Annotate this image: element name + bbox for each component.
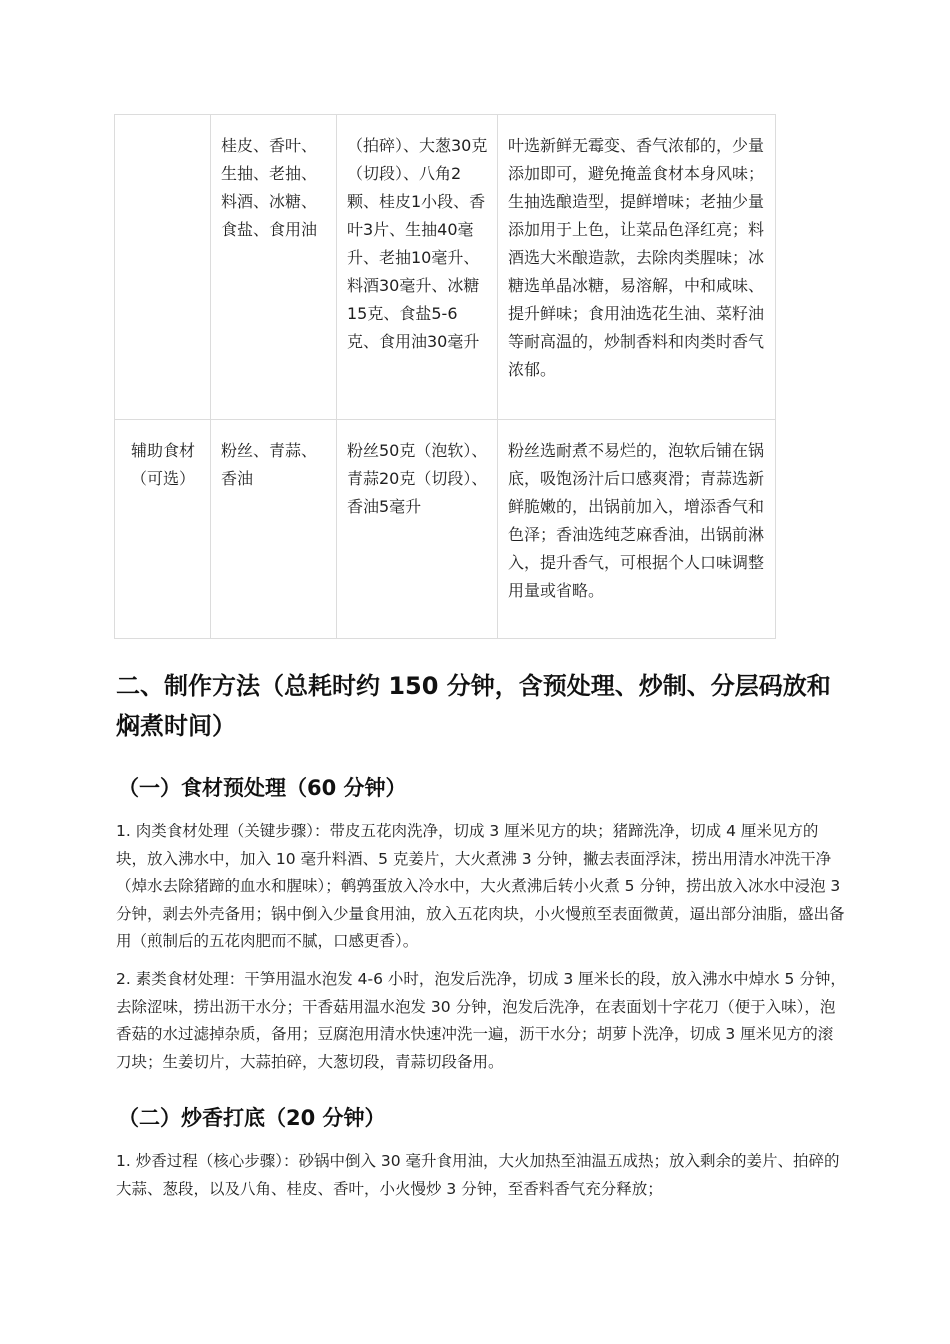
table-row xyxy=(115,420,776,639)
table-row xyxy=(115,115,776,420)
amount-cell: （拍碎）、大葱30克（切段）、八角2颗、桂皮1小段、香叶3片、生抽40毫升、老抽10毫升、料酒30毫升、冰糖15克、食盐5-6克、食用油30毫升 xyxy=(337,115,498,420)
amount-cell: 粉丝50克（泡软）、青蒜20克（切段）、香油5毫升 xyxy=(337,420,498,639)
category-cell: 辅助食材（可选） xyxy=(115,420,211,639)
subsection-heading-stir-fry: （二）炒香打底（20 分钟） xyxy=(118,1106,386,1130)
notes-cell: 粉丝选耐煮不易烂的，泡软后铺在锅底，吸饱汤汁后口感爽滑；青蒜选新鲜脆嫩的，出锅前加入，增添香气和色泽；香油选纯芝麻香油，出锅前淋入，提升香气，可根据个人口味调整用量或省略。 xyxy=(498,420,776,639)
section-heading: 二、制作方法（总耗时约 150 分钟，含预处理、炒制、分层码放和焖煮时间） xyxy=(116,672,831,740)
paragraph-vegetable-processing: 2. 素类食材处理：干笋用温水泡发 4-6 小时，泡发后洗净，切成 3 厘米长的段，放入沸水中焯水 5 分钟，去除涩味，捞出沥干水分；干香菇用温水泡发 30 分钟，泡发后洗净，在表面划十字花刀（便于入味），泡香菇的水过滤掉杂质，备用；豆腐泡用清水快速冲洗一遍，沥干水分；胡萝卜洗净，切成 3 厘米见方的滚刀块；生姜切片，大蒜拍碎，大葱切段，青蒜切段备用。 xyxy=(116,970,846,1071)
ingredients-table xyxy=(114,114,776,639)
items-cell: 桂皮、香叶、生抽、老抽、料酒、冰糖、食盐、食用油 xyxy=(211,115,337,420)
paragraph-meat-processing: 1. 肉类食材处理（关键步骤）：带皮五花肉洗净，切成 3 厘米见方的块；猪蹄洗净，切成 4 厘米见方的块，放入沸水中，加入 10 毫升料酒、5 克姜片，大火煮沸 3 分钟，撇去表面浮沫，捞出用清水冲洗干净（焯水去除猪蹄的血水和腥味）；鹌鹑蛋放入冷水中，大火煮沸后转小火煮 5 分钟，捞出放入冰水中浸泡 3 分钟，剥去外壳备用；锅中倒入少量食用油，放入五花肉块，小火慢煎至表面微黄，逼出部分油脂，盛出备用（煎制后的五花肉肥而不腻，口感更香）。 xyxy=(116,822,845,950)
items-cell: 粉丝、青蒜、香油 xyxy=(211,420,337,639)
notes-cell: 叶选新鲜无霉变、香气浓郁的，少量添加即可，避免掩盖食材本身风味；生抽选酿造型，提鲜增味；老抽少量添加用于上色，让菜品色泽红亮；料酒选大米酿造款，去除肉类腥味；冰糖选单晶冰糖，易溶解，中和咸味、提升鲜味；食用油选花生油、菜籽油等耐高温的，炒制香料和肉类时香气浓郁。 xyxy=(498,115,776,420)
paragraph-stir-fry: 1. 炒香过程（核心步骤）：砂锅中倒入 30 毫升食用油，大火加热至油温五成热；放入剩余的姜片、拍碎的大蒜、葱段，以及八角、桂皮、香叶，小火慢炒 3 分钟，至香料香气充分释放； xyxy=(116,1152,840,1198)
subsection-heading-preprocessing: （一）食材预处理（60 分钟） xyxy=(118,776,407,800)
category-cell xyxy=(115,115,211,420)
